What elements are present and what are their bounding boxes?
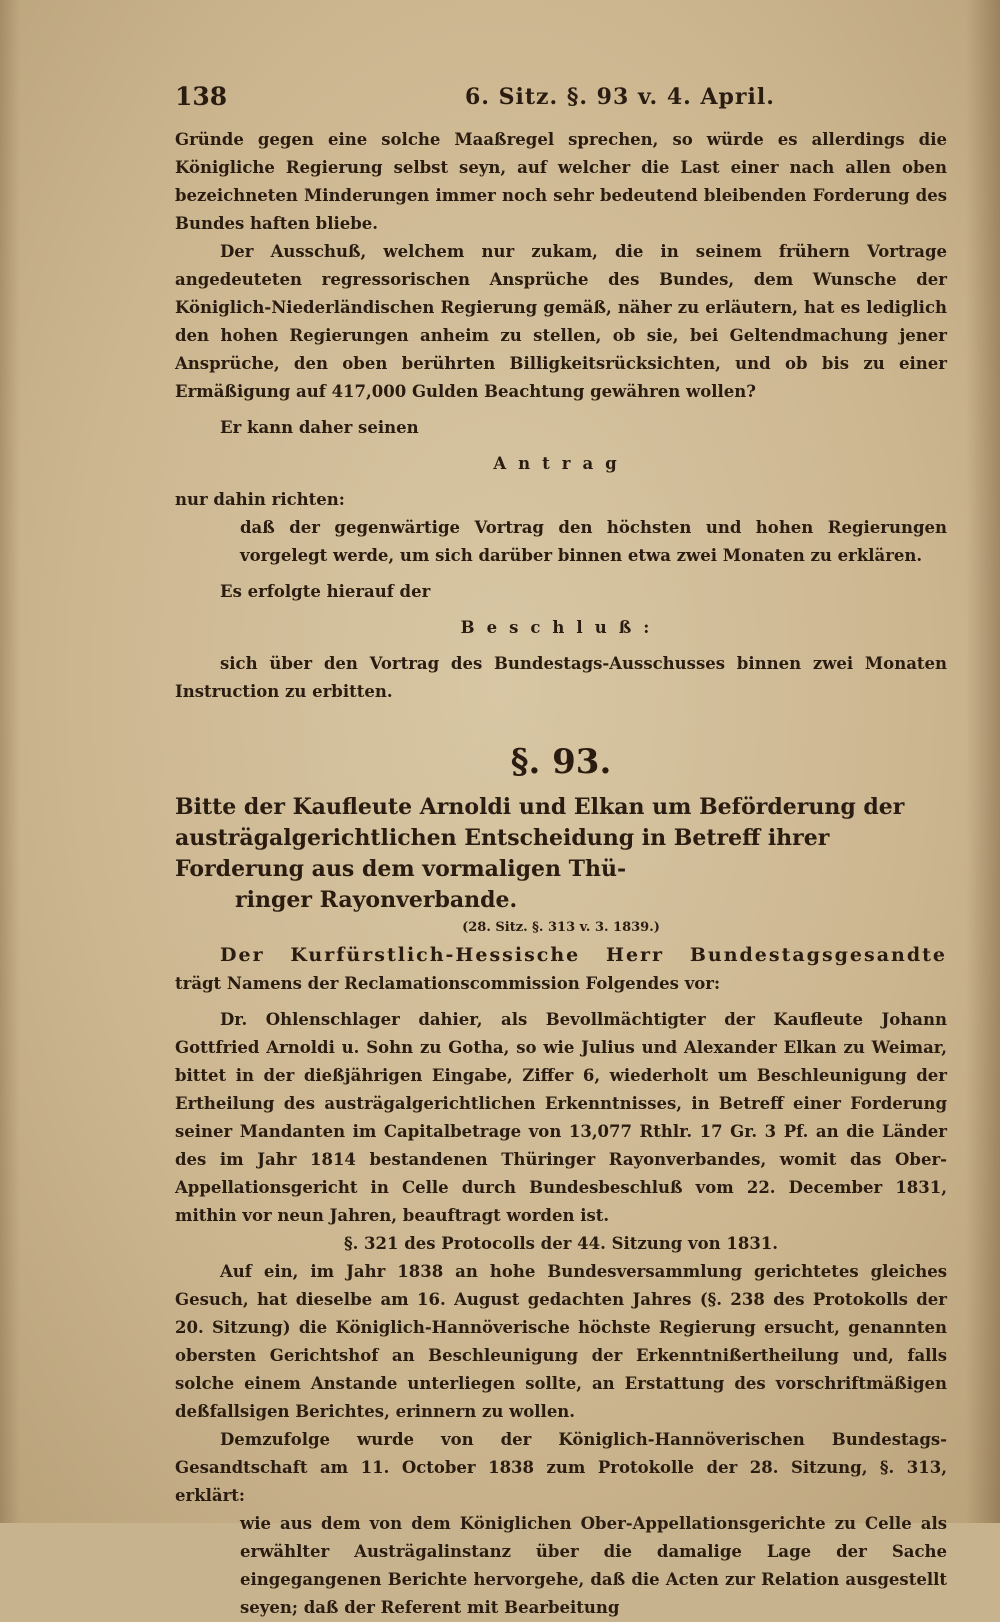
paragraph-1: Gründe gegen eine solche Maaßregel sprechen, so würde es allerdings die Königliche Regierung selbst seyn, auf welcher die Last einer nach allen oben bezeichneten Minderungen immer noch sehr bedeutend bleibenden Forderung des Bundes haften bliebe. (175, 130, 947, 233)
paragraph-3: Er kann daher seinen (220, 418, 419, 437)
speaker-rest: trägt Namens der Reclamationscommission Folgendes vor: (175, 974, 721, 993)
paragraph-6: Es erfolgte hierauf der (220, 582, 431, 601)
paragraph-4: nur dahin richten: (175, 490, 345, 509)
page-body (175, 126, 947, 1622)
running-head: 6. Sitz. §. 93 v. 4. April. (465, 84, 775, 110)
paragraph-12: wie aus dem von dem Königlichen Ober-Appellationsgerichte zu Celle als erwählter Austrägalinstanz über die damalige Lage der Sache eingegangenen Berichte hervorgehe, daß die Acten zur Relation ausgestellt seyen; daß der Referent mit Bearbeitung (240, 1514, 947, 1617)
section-reference: (28. Sitz. §. 313 v. 3. 1839.) (462, 920, 660, 935)
antrag-label: Antrag (493, 454, 629, 473)
page-shadow-right (966, 0, 1000, 1523)
page-header (175, 82, 945, 122)
paragraph-2: Der Ausschuß, welchem nur zukam, die in seinem frühern Vortrage angedeuteten regressorischen Ansprüche des Bundes, dem Wunsche der Königlich-Niederländischen Regierung gemäß, näher zu erläutern, hat es lediglich den hohen Regierungen anheim zu stellen, ob sie, bei Geltendmachung jener Ansprüche, den oben berührten Billigkeitsrücksichten, und ob bis zu einer Ermäßigung auf 417,000 Gulden Beachtung gewähren wollen? (175, 242, 947, 401)
section-title-line1: Bitte der Kaufleute Arnoldi und Elkan um Beförderung der austrägalgerichtlichen Entscheidung in Betreff ihrer Forderung aus dem vormaligen Thü- (175, 794, 905, 882)
paragraph-11: Demzufolge wurde von der Königlich-Hannöverischen Bundestags-Gesandtschaft am 11. October 1838 zum Protokolle der 28. Sitzung, §. 313, erklärt: (175, 1430, 947, 1505)
section-title-line2: ringer Rayonverbande. (235, 887, 518, 913)
paragraph-8: Dr. Ohlenschlager dahier, als Bevollmächtigter der Kaufleute Johann Gottfried Arnoldi u. Sohn zu Gotha, so wie Julius und Alexander Elkan zu Weimar, bittet in der dießjährigen Eingabe, Ziffer 6, wiederholt um Beschleunigung der Ertheilung des austrägalgerichtlichen Erkenntnisses, in Betreff einer Forderung seiner Mandanten im Capitalbetrage von 13,077 Rthlr. 17 Gr. 3 Pf. an die Länder des im Jahr 1814 bestandenen Thüringer Rayonverbandes, womit das Ober-Appellationsgericht in Celle durch Bundesbeschluß vom 22. December 1831, mithin vor neun Jahren, beauftragt worden ist. (175, 1010, 947, 1225)
speaker-name: Der Kurfürstlich-Hessische Herr Bundestagsgesandte (220, 944, 947, 966)
section-heading: §. 93. (510, 742, 612, 782)
paragraph-5: daß der gegenwärtige Vortrag den höchsten und hohen Regierungen vorgelegt werde, um sich darüber binnen etwa zwei Monaten zu erklären. (240, 518, 947, 565)
speaker-paragraph (175, 941, 947, 998)
beschluss-label: Beschluß: (460, 618, 662, 637)
page-number: 138 (175, 82, 228, 111)
page-shadow-left (0, 0, 20, 1523)
paragraph-7: sich über den Vortrag des Bundestags-Ausschusses binnen zwei Monaten Instruction zu erbitten. (175, 654, 947, 701)
paragraph-9: §. 321 des Protocolls der 44. Sitzung von 1831. (343, 1234, 779, 1253)
paragraph-10: Auf ein, im Jahr 1838 an hohe Bundesversammlung gerichtetes gleiches Gesuch, hat dieselbe am 16. August gedachten Jahres (§. 238 des Protokolls der 20. Sitzung) die Königlich-Hannöverische höchste Regierung ersucht, genannten obersten Gerichtshof an Beschleunigung der Erkenntnißertheilung und, falls solche einem Anstande unterliegen sollte, an Erstattung des vorschriftmäßigen deßfallsigen Berichtes, erinnern zu wollen. (175, 1262, 947, 1421)
